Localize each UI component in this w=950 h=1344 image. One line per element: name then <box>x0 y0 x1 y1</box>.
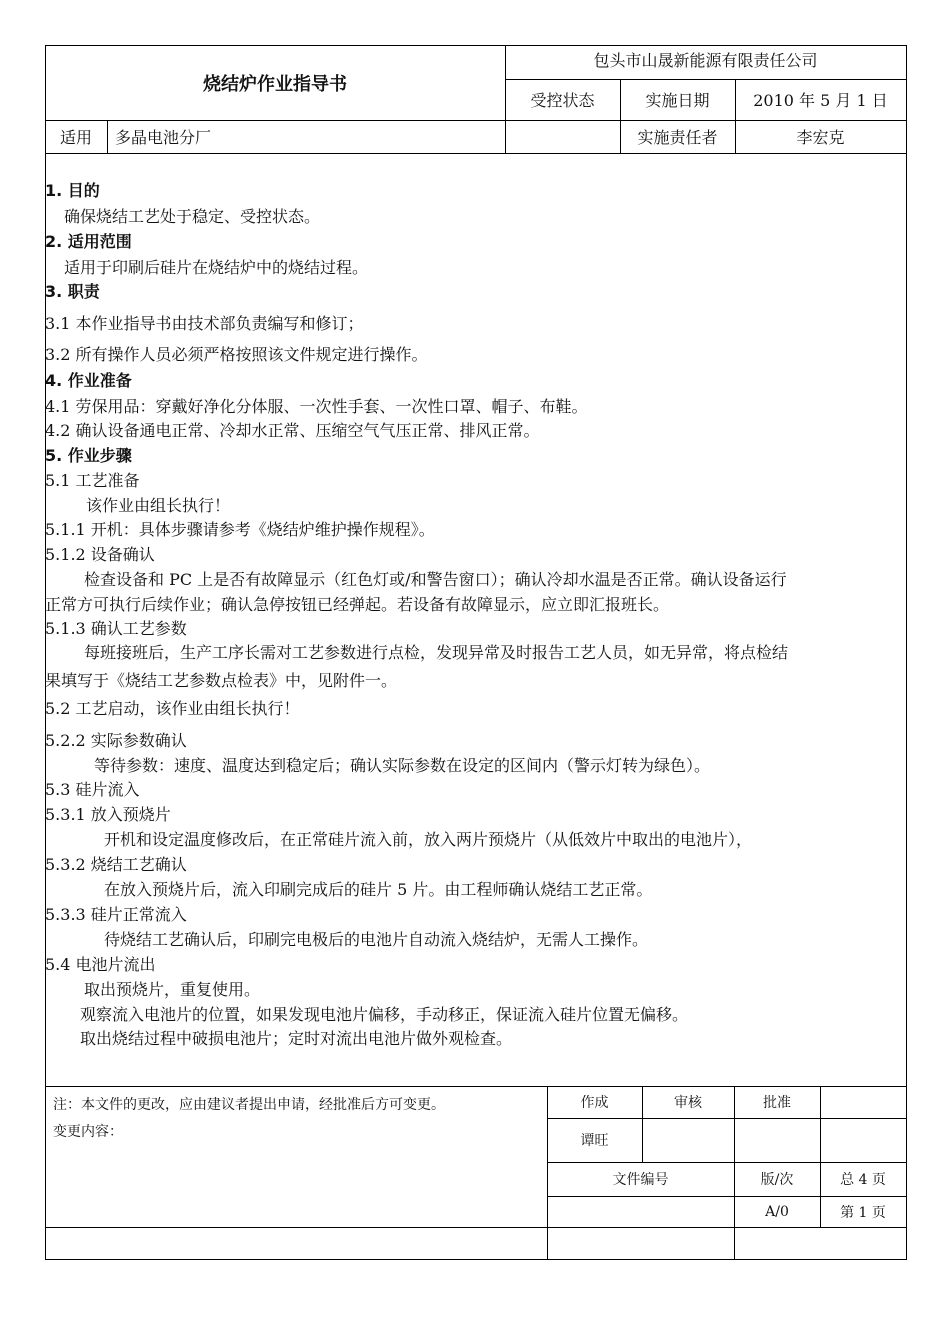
body-line: 开机和设定温度修改后，在正常硅片流入前，放入两片预烧片（从低效片中取出的电池片）， <box>104 830 753 849</box>
author-label: 作成 <box>580 1095 609 1111</box>
implementation-date-label: 实施日期 <box>645 91 710 110</box>
section-heading: 5. 作业步骤 <box>45 446 132 465</box>
responsible-value: 李宏克 <box>796 128 845 147</box>
controlled-status-label: 受控状态 <box>530 91 595 110</box>
applicable-value: 多晶电池分厂 <box>115 128 212 147</box>
section-heading: 3. 职责 <box>45 282 100 301</box>
total-pages: 总 4 页 <box>840 1172 886 1188</box>
body-line: 5.1.2 设备确认 <box>45 545 155 564</box>
body-line: 5.4 电池片流出 <box>45 955 156 974</box>
applicable-label: 适用 <box>59 128 92 147</box>
author-name: 谭旺 <box>580 1133 609 1149</box>
body-line: 5.3.1 放入预烧片 <box>45 805 171 824</box>
implementation-date-value: 2010 年 5 月 1 日 <box>753 91 888 110</box>
section-heading: 4. 作业准备 <box>45 371 132 390</box>
body-line: 确保烧结工艺处于稳定、受控状态。 <box>64 207 321 226</box>
body-line: 3.2 所有操作人员必须严格按照该文件规定进行操作。 <box>45 345 428 364</box>
body-line: 5.3.2 烧结工艺确认 <box>45 855 187 874</box>
body-line: 果填写于《烧结工艺参数点检表》中，见附件一。 <box>45 671 398 690</box>
body-line: 5.1 工艺准备 <box>45 471 140 490</box>
doc-number-label: 文件编号 <box>612 1172 669 1188</box>
change-content-label: 变更内容： <box>53 1124 123 1140</box>
body-line: 待烧结工艺确认后，印刷完电极后的电池片自动流入烧结炉，无需人工操作。 <box>104 930 649 949</box>
body-line: 该作业由组长执行！ <box>86 496 231 515</box>
body-line: 5.2.2 实际参数确认 <box>45 731 187 750</box>
change-note: 注：本文件的更改，应由建议者提出申请，经批准后方可变更。 <box>53 1097 445 1113</box>
body-line: 每班接班后，生产工序长需对工艺参数进行点检，发现异常及时报告工艺人员，如无异常，将点检结 <box>84 643 789 662</box>
section-heading: 2. 适用范围 <box>45 232 132 251</box>
approve-label: 批准 <box>763 1095 791 1111</box>
section-heading: 1. 目的 <box>45 181 100 200</box>
body-line: 5.3.3 硅片正常流入 <box>45 905 187 924</box>
body-line: 4.2 确认设备通电正常、冷却水正常、压缩空气气压正常、排风正常。 <box>45 421 540 440</box>
body-line: 5.3 硅片流入 <box>45 780 140 799</box>
body-line: 5.1.1 开机：具体步骤请参考《烧结炉维护操作规程》。 <box>45 520 435 539</box>
body-line: 等待参数：速度、温度达到稳定后；确认实际参数在设定的区间内（警示灯转为绿色）。 <box>94 756 711 775</box>
review-label: 审核 <box>674 1095 702 1111</box>
body-line: 3.1 本作业指导书由技术部负责编写和修订； <box>45 314 364 333</box>
body-line: 正常方可执行后续作业；确认急停按钮已经弹起。若设备有故障显示，应立即汇报班长。 <box>45 595 670 614</box>
document-title-text: 烧结炉作业指导书 <box>203 73 347 95</box>
document-title <box>45 45 505 120</box>
body-line: 4.1 劳保用品：穿戴好净化分体服、一次性手套、一次性口罩、帽子、布鞋。 <box>45 397 588 416</box>
responsible-label: 实施责任者 <box>637 128 718 147</box>
body-line: 取出烧结过程中破损电池片；定时对流出电池片做外观检查。 <box>80 1029 513 1048</box>
body-line: 适用于印刷后硅片在烧结炉中的烧结过程。 <box>64 258 369 277</box>
version-value: A/0 <box>765 1203 789 1220</box>
body-line: 在放入预烧片后，流入印刷完成后的硅片 5 片。由工程师确认烧结工艺正常。 <box>104 880 653 899</box>
version-label: 版/次 <box>760 1172 794 1188</box>
page-number: 第 1 页 <box>840 1204 886 1221</box>
body-line: 取出预烧片，重复使用。 <box>84 980 261 999</box>
body-line: 检查设备和 PC 上是否有故障显示（红色灯或/和警告窗口）；确认冷却水温是否正常。确认设备运行 <box>84 570 787 589</box>
body-line: 5.2 工艺启动，该作业由组长执行！ <box>45 699 300 718</box>
body-line: 5.1.3 确认工艺参数 <box>45 619 187 638</box>
body-line: 观察流入电池片的位置，如果发现电池片偏移，手动移正，保证流入硅片位置无偏移。 <box>80 1005 689 1024</box>
company-name: 包头市山晟新能源有限责任公司 <box>593 50 818 70</box>
